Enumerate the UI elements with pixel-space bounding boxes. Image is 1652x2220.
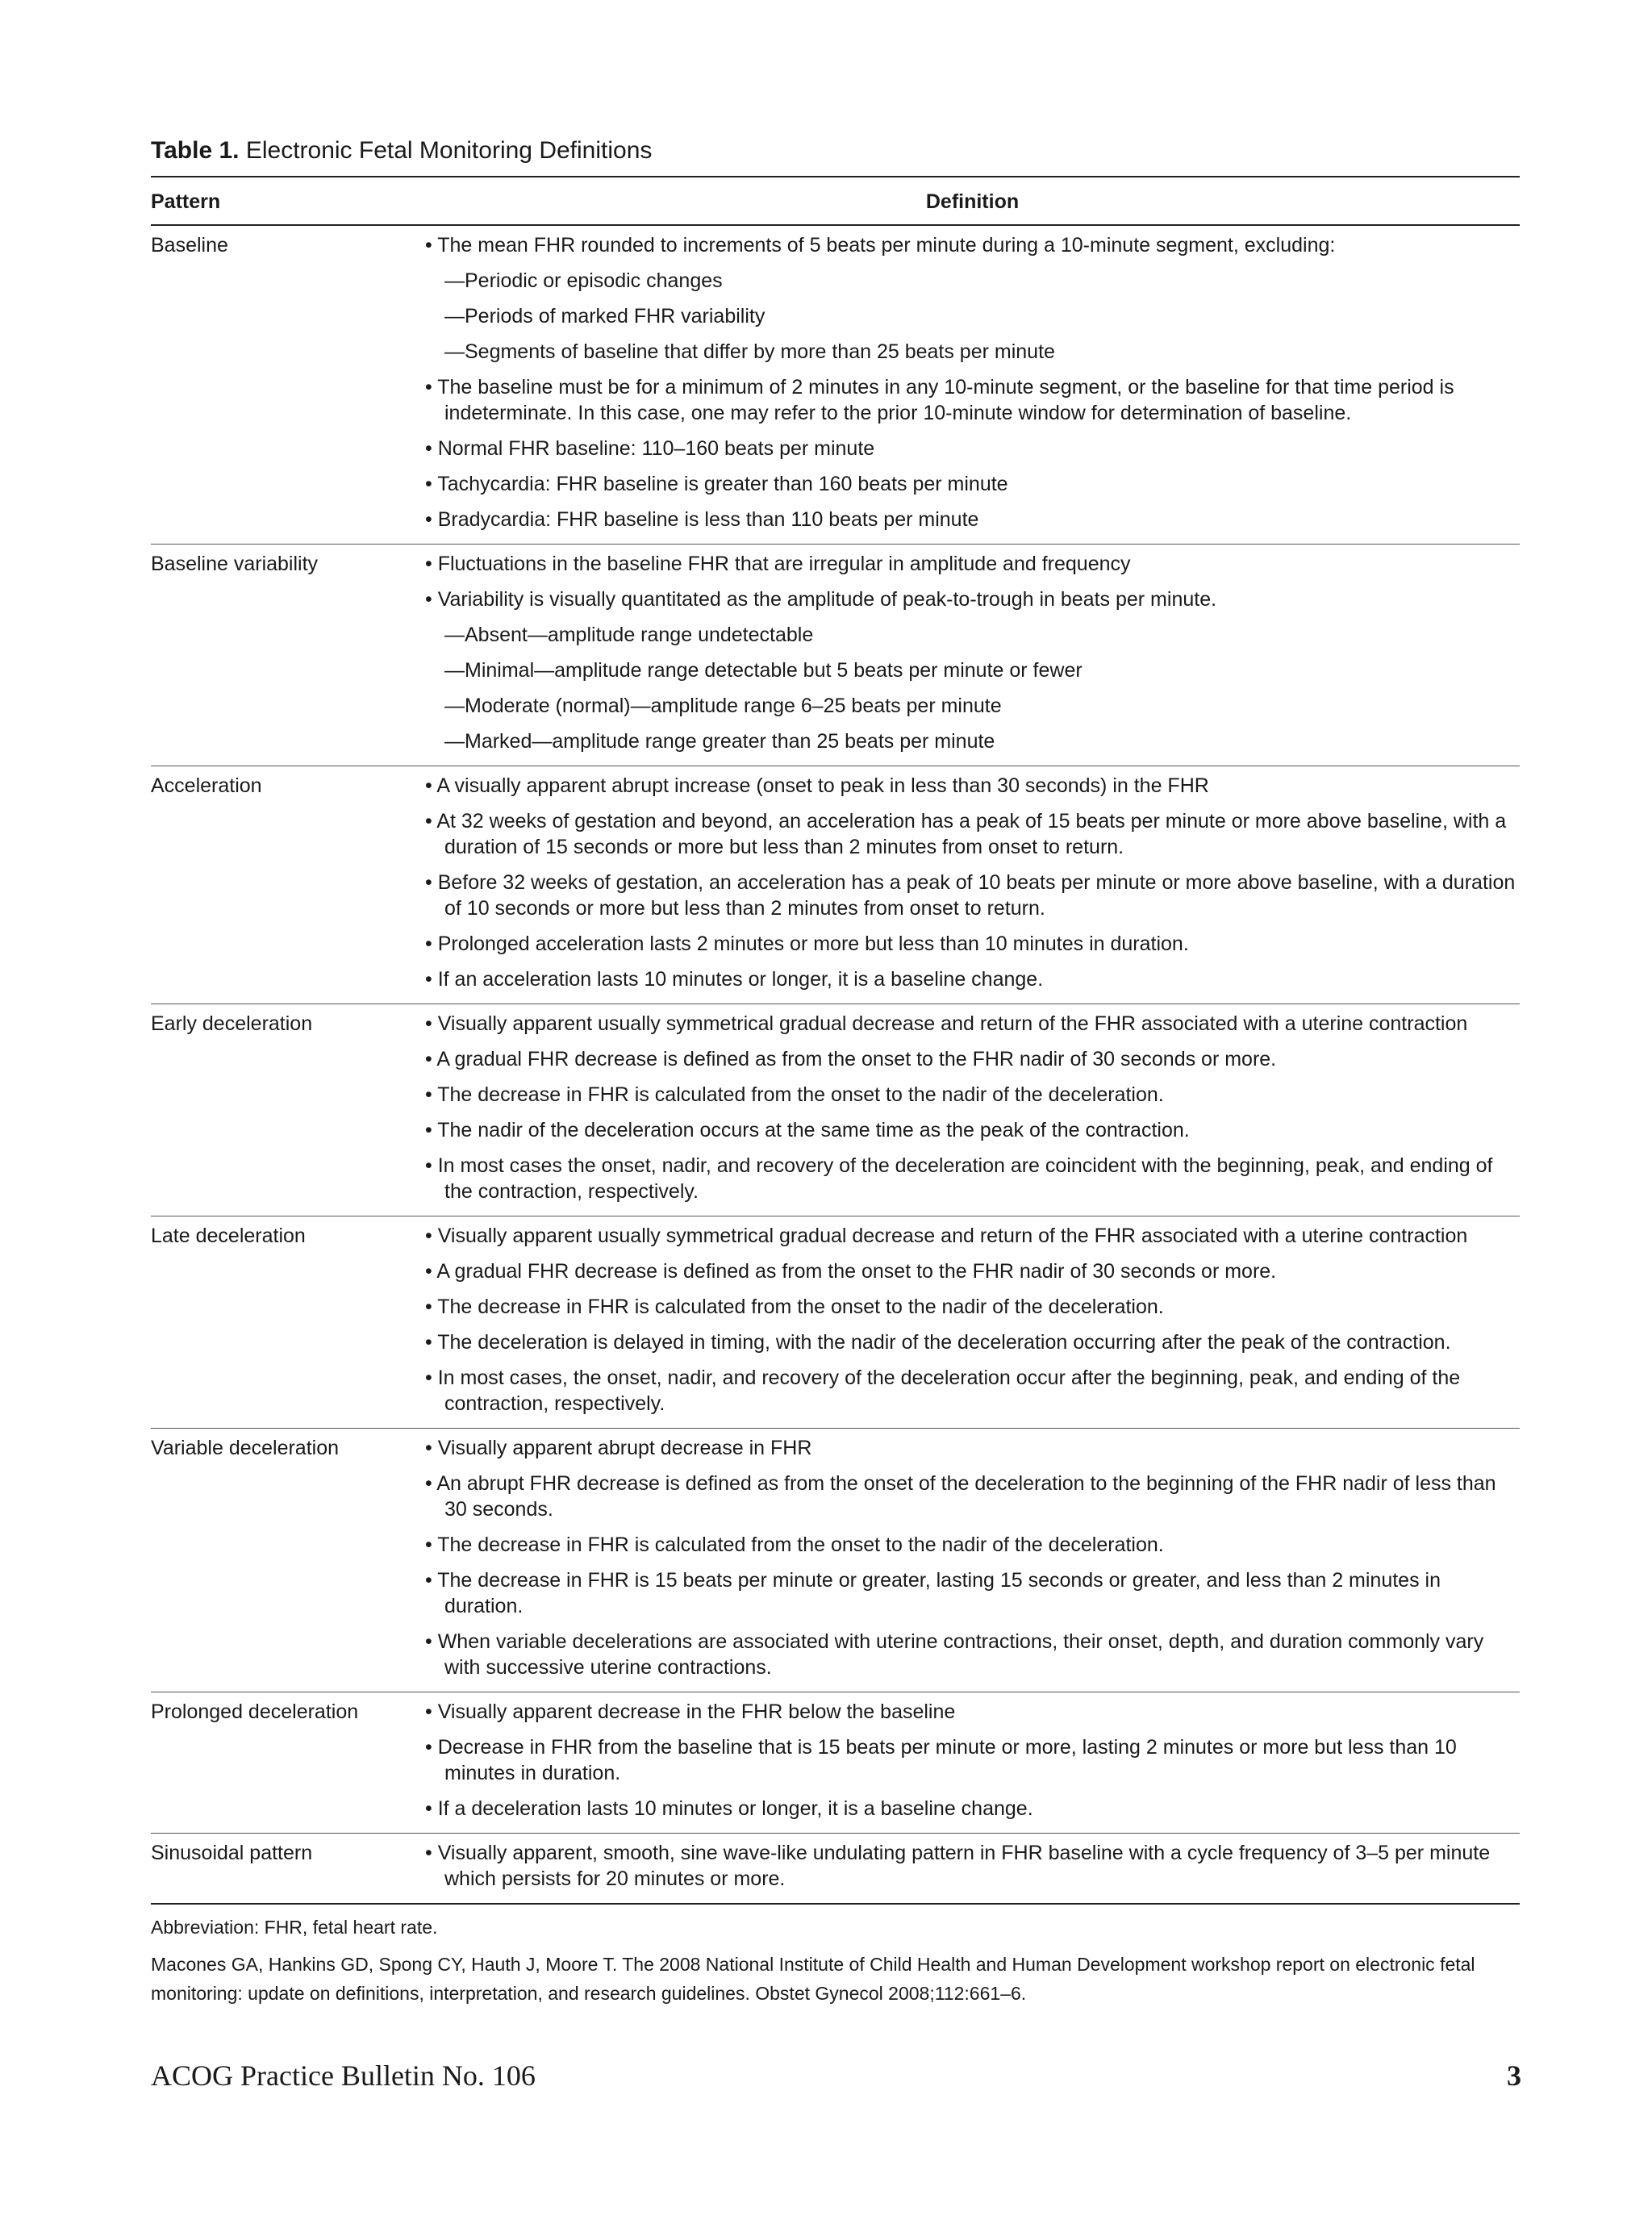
pattern-cell: Prolonged deceleration [151,1700,359,1723]
definition-bullet: • When variable decelerations are associated with uterine contractions, their onset, depth, and duration commonly vary with successive uterine contractions. [425,1630,1484,1679]
definition-bullet: • The baseline must be for a minimum of 2 minutes in any 10-minute segment, or the baseline for that time period is indeterminate. In this case, one may refer to the prior 10-minute window for determination of baseline. [425,376,1454,424]
definition-cell [425,1429,1520,1692]
definition-bullet: • Visually apparent usually symmetrical gradual decrease and return of the FHR associated with a uterine contraction [425,1012,1468,1035]
definition-bullet: • The deceleration is delayed in timing, with the nadir of the deceleration occurring after the peak of the contraction. [425,1331,1451,1354]
definition-bullet: • A gradual FHR decrease is defined as from the onset to the FHR nadir of 30 seconds or more. [425,1048,1277,1070]
pattern-cell: Baseline [151,234,228,257]
definition-cell [425,225,1520,545]
definition-bullet: • In most cases the onset, nadir, and recovery of the deceleration are coincident with the beginning, peak, and ending of the contraction, respectively. [425,1154,1493,1203]
definition-bullet: • Visually apparent abrupt decrease in FHR [425,1437,812,1459]
reference-note: Macones GA, Hankins GD, Spong CY, Hauth J, Moore T. The 2008 National Institute of Child Health and Human Development workshop report on electronic fetal monitoring: update on definitions, interpretation, and research guidelines. Obstet Gynecol 2008;112:661–6. [151,1954,1475,2004]
definition-bullet: • The decrease in FHR is 15 beats per minute or greater, lasting 15 seconds or greater, and less than 2 minutes in duration. [425,1569,1441,1617]
definition-bullet: • Before 32 weeks of gestation, an acceleration has a peak of 10 beats per minute or more above baseline, with a duration of 10 seconds or more but less than 2 minutes from onset to return. [425,871,1516,920]
table-row [151,545,1520,766]
table-row [151,1004,1520,1216]
abbreviation-note: Abbreviation: FHR, fetal heart rate. [151,1917,438,1938]
definition-subitem: —Absent—amplitude range undetectable [444,624,814,646]
definition-bullet: • Visually apparent decrease in the FHR below the baseline [425,1700,956,1723]
definition-subitem: —Periodic or episodic changes [444,269,723,292]
table-row [151,1429,1520,1692]
definition-bullet: • Normal FHR baseline: 110–160 beats per minute [425,437,875,460]
definition-bullet: • At 32 weeks of gestation and beyond, an acceleration has a peak of 15 beats per minute or more above baseline, with a duration of 15 seconds or more but less than 2 minutes from onset to return. [425,810,1507,858]
table-row [151,1216,1520,1429]
table-row [151,1834,1520,1905]
footer-title: ACOG Practice Bulletin No. 106 [151,2059,536,2092]
definition-subitem: —Marked—amplitude range greater than 25 beats per minute [444,730,995,753]
table-body [151,225,1520,1904]
definition-column-header: Definition [925,190,1020,213]
definition-bullet: • Variability is visually quantitated as the amplitude of peak-to-trough in beats per minute. [425,588,1217,611]
definition-bullet: • Bradycardia: FHR baseline is less than 110 beats per minute [425,508,979,531]
table-row [151,225,1520,545]
pattern-cell: Early deceleration [151,1012,313,1035]
table-row [151,1692,1520,1834]
definition-subitem: —Periods of marked FHR variability [444,305,766,328]
pattern-cell: Variable deceleration [151,1437,340,1459]
header-row [151,177,1520,225]
definition-cell [425,1216,1520,1429]
definition-bullet: • Decrease in FHR from the baseline that is 15 beats per minute or more, lasting 2 minutes or more but less than 10 minutes in duration. [425,1736,1457,1784]
pattern-cell: Acceleration [151,774,262,797]
pattern-cell: Late deceleration [151,1225,306,1247]
table-caption [151,136,1520,166]
definition-bullet: • The decrease in FHR is calculated from the onset to the nadir of the deceleration. [425,1296,1164,1318]
table-number: Table 1. [151,137,240,164]
definition-cell [425,545,1520,766]
definition-bullet: • In most cases, the onset, nadir, and recovery of the deceleration occur after the beginning, peak, and ending of the contraction, respectively. [425,1367,1461,1415]
definition-subitem: —Segments of baseline that differ by more than 25 beats per minute [444,340,1055,363]
table-header [151,177,1520,225]
pattern-cell: Baseline variability [151,553,319,575]
definition-bullet: • If an acceleration lasts 10 minutes or longer, it is a baseline change. [425,968,1044,991]
page-number: 3 [1507,2059,1521,2092]
table-row [151,766,1520,1004]
definition-subitem: —Minimal—amplitude range detectable but 5 beats per minute or fewer [444,659,1083,682]
definition-bullet: • If a deceleration lasts 10 minutes or longer, it is a baseline change. [425,1797,1033,1820]
table-title: Electronic Fetal Monitoring Definitions [245,137,653,164]
definition-cell [425,1004,1520,1216]
pattern-cell: Sinusoidal pattern [151,1842,313,1864]
pattern-column-header: Pattern [151,190,221,213]
definition-bullet: • Visually apparent, smooth, sine wave-like undulating pattern in FHR baseline with a cycle frequency of 3–5 per minute which persists for 20 minutes or more. [425,1842,1491,1890]
definition-cell [425,766,1520,1004]
definition-bullet: • The decrease in FHR is calculated from the onset to the nadir of the deceleration. [425,1083,1164,1106]
definition-cell [425,1692,1520,1834]
definition-bullet: • An abrupt FHR decrease is defined as from the onset of the deceleration to the beginning of the FHR nadir of less than 30 seconds. [425,1472,1496,1521]
definition-bullet: • The decrease in FHR is calculated from the onset to the nadir of the deceleration. [425,1534,1164,1556]
table-footnotes [151,1913,1520,2008]
definition-bullet: • Tachycardia: FHR baseline is greater than 160 beats per minute [425,473,1008,495]
definition-bullet: • The mean FHR rounded to increments of 5 beats per minute during a 10-minute segment, excluding: [425,234,1336,257]
definition-bullet: • Prolonged acceleration lasts 2 minutes or more but less than 10 minutes in duration. [425,933,1189,955]
definition-bullet: • A visually apparent abrupt increase (onset to peak in less than 30 seconds) in the FHR [425,774,1209,797]
definition-bullet: • A gradual FHR decrease is defined as from the onset to the FHR nadir of 30 seconds or more. [425,1260,1277,1283]
document-page [151,136,1520,2016]
definition-bullet: • Visually apparent usually symmetrical gradual decrease and return of the FHR associated with a uterine contraction [425,1225,1468,1247]
definitions-table [151,176,1520,1905]
definition-bullet: • Fluctuations in the baseline FHR that are irregular in amplitude and frequency [425,553,1131,575]
definition-bullet: • The nadir of the deceleration occurs at the same time as the peak of the contraction. [425,1119,1190,1141]
definition-cell [425,1834,1520,1905]
definition-subitem: —Moderate (normal)—amplitude range 6–25 beats per minute [444,695,1002,717]
